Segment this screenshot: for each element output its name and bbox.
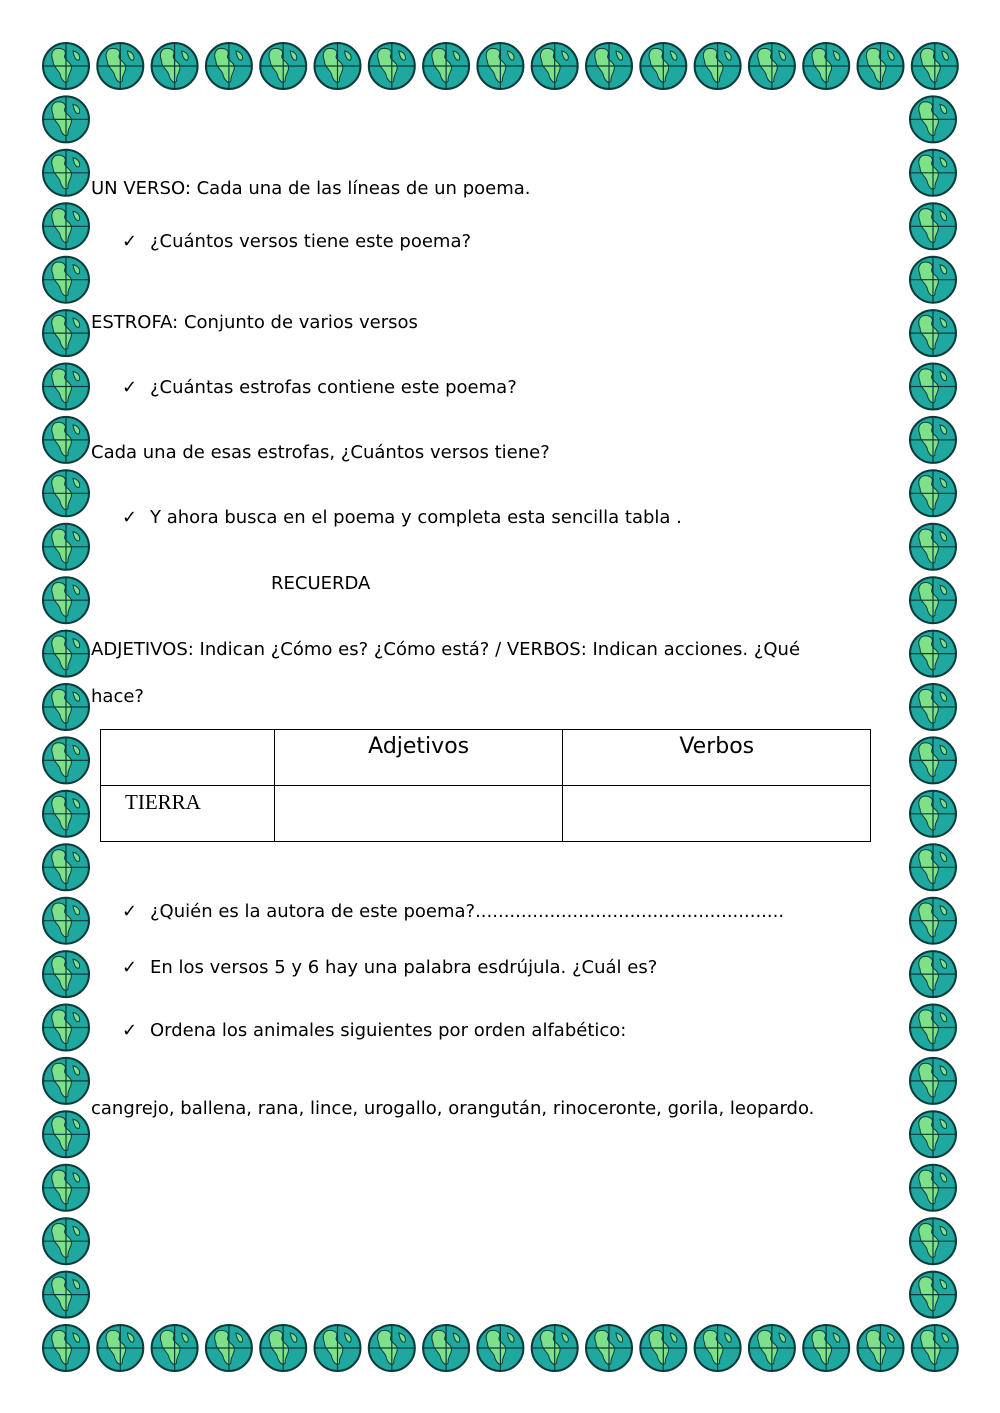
question-estrofas-text: ¿Cuántas estrofas contiene este poema? — [150, 377, 517, 398]
adjetivos-verbos-line2: hace? — [91, 686, 144, 707]
table-cell-verbos[interactable] — [563, 786, 871, 842]
globe-icon — [315, 1325, 361, 1371]
globe-icon — [206, 1325, 252, 1371]
checkmark-icon: ✓ — [122, 507, 138, 528]
globe-icon — [695, 1325, 741, 1371]
question-versos — [122, 231, 471, 252]
globe-icon — [910, 577, 956, 623]
globe-icon — [858, 43, 904, 89]
globe-icon — [749, 43, 795, 89]
checkmark-icon: ✓ — [122, 1020, 138, 1041]
globe-icon — [910, 203, 956, 249]
globe-icon — [910, 96, 956, 142]
definition-estrofa: ESTROFA: Conjunto de varios versos — [91, 312, 418, 333]
globe-icon — [97, 1325, 143, 1371]
globe-icon — [640, 1325, 686, 1371]
question-estrofas — [122, 377, 517, 398]
table-cell-adjetivos[interactable] — [274, 786, 563, 842]
globe-icon — [910, 631, 956, 677]
table-row — [101, 786, 871, 842]
table-header-empty — [101, 730, 275, 786]
globe-icon — [260, 1325, 306, 1371]
globe-icon — [43, 631, 89, 677]
globe-icon — [43, 737, 89, 783]
globe-icon — [532, 1325, 578, 1371]
globe-icon — [43, 1058, 89, 1104]
globe-icon — [803, 43, 849, 89]
globe-icon — [910, 1058, 956, 1104]
globe-icon — [640, 43, 686, 89]
globe-icon — [152, 1325, 198, 1371]
globe-icon — [43, 257, 89, 303]
globe-icon — [43, 1325, 89, 1371]
globe-icon — [43, 791, 89, 837]
globe-icon — [152, 43, 198, 89]
table-header-adjetivos: Adjetivos — [274, 730, 563, 786]
globe-icon — [910, 737, 956, 783]
globe-icon — [43, 844, 89, 890]
table-header-row — [101, 730, 871, 786]
globe-icon — [695, 43, 741, 89]
globe-icon — [803, 1325, 849, 1371]
globe-icon — [43, 96, 89, 142]
globe-icon — [532, 43, 578, 89]
globe-icon — [97, 43, 143, 89]
definition-verso: UN VERSO: Cada una de las líneas de un poema. — [91, 178, 531, 199]
globe-icon — [910, 364, 956, 410]
globe-icon — [43, 1165, 89, 1211]
globe-icon — [43, 1111, 89, 1157]
globe-icon — [910, 951, 956, 997]
globe-icon — [315, 43, 361, 89]
globe-icon — [749, 1325, 795, 1371]
globe-icon — [43, 1218, 89, 1264]
checkmark-icon: ✓ — [122, 901, 138, 922]
globe-icon — [43, 364, 89, 410]
globe-icon — [477, 1325, 523, 1371]
globe-icon — [43, 898, 89, 944]
globe-icon — [206, 43, 252, 89]
globe-icon — [477, 43, 523, 89]
question-esdrujula — [122, 957, 657, 978]
question-versos-text: ¿Cuántos versos tiene este poema? — [150, 231, 472, 252]
globe-icon — [43, 43, 89, 89]
globe-icon — [910, 1272, 956, 1318]
globe-icon — [910, 470, 956, 516]
globe-icon — [912, 1325, 958, 1371]
question-tabla-text: Y ahora busca en el poema y completa esta sencilla tabla . — [150, 507, 682, 528]
adjetivos-verbos-line1: ADJETIVOS: Indican ¿Cómo es? ¿Cómo está? / VERBOS: Indican acciones. ¿Qué — [91, 639, 801, 660]
table-header-verbos: Verbos — [563, 730, 871, 786]
checkmark-icon: ✓ — [122, 377, 138, 398]
globe-icon — [910, 417, 956, 463]
question-autora-text: ¿Quién es la autora de este poema?...................................................... — [150, 901, 785, 922]
question-autora — [122, 901, 784, 922]
globe-icon — [369, 43, 415, 89]
checkmark-icon: ✓ — [122, 231, 138, 252]
globe-icon — [912, 43, 958, 89]
globe-icon — [910, 1005, 956, 1051]
globe-icon — [43, 684, 89, 730]
globe-icon — [43, 470, 89, 516]
globe-icon — [910, 1218, 956, 1264]
globe-icon — [43, 577, 89, 623]
globe-icon — [910, 1111, 956, 1157]
globe-icon — [260, 43, 306, 89]
question-ordena — [122, 1020, 626, 1041]
globe-icon — [910, 898, 956, 944]
globe-icon — [43, 1005, 89, 1051]
question-tabla — [122, 507, 682, 528]
question-ordena-text: Ordena los animales siguientes por orden alfabético: — [150, 1020, 627, 1041]
globe-icon — [43, 524, 89, 570]
globe-icon — [423, 1325, 469, 1371]
checkmark-icon: ✓ — [122, 957, 138, 978]
adjetivos-verbos-table — [100, 729, 871, 842]
globe-icon — [43, 1272, 89, 1318]
globe-icon — [910, 791, 956, 837]
animal-list: cangrejo, ballena, rana, lince, urogallo, orangután, rinoceronte, gorila, leopardo. — [91, 1098, 815, 1119]
question-esdrujula-text: En los versos 5 y 6 hay una palabra esdrújula. ¿Cuál es? — [150, 957, 658, 978]
globe-icon — [43, 417, 89, 463]
globe-icon — [858, 1325, 904, 1371]
globe-icon — [910, 524, 956, 570]
question-estrofa-versos: Cada una de esas estrofas, ¿Cuántos versos tiene? — [91, 442, 550, 463]
globe-icon — [910, 310, 956, 356]
globe-icon — [586, 1325, 632, 1371]
globe-icon — [369, 1325, 415, 1371]
table-row-label: TIERRA — [101, 786, 275, 842]
globe-icon — [910, 844, 956, 890]
globe-icon — [43, 150, 89, 196]
globe-icon — [43, 951, 89, 997]
recuerda-heading: RECUERDA — [271, 573, 371, 594]
globe-icon — [43, 203, 89, 249]
globe-icon — [910, 1165, 956, 1211]
globe-icon — [586, 43, 632, 89]
globe-icon — [423, 43, 469, 89]
globe-icon — [910, 150, 956, 196]
globe-icon — [910, 684, 956, 730]
globe-icon — [910, 257, 956, 303]
globe-icon — [43, 310, 89, 356]
